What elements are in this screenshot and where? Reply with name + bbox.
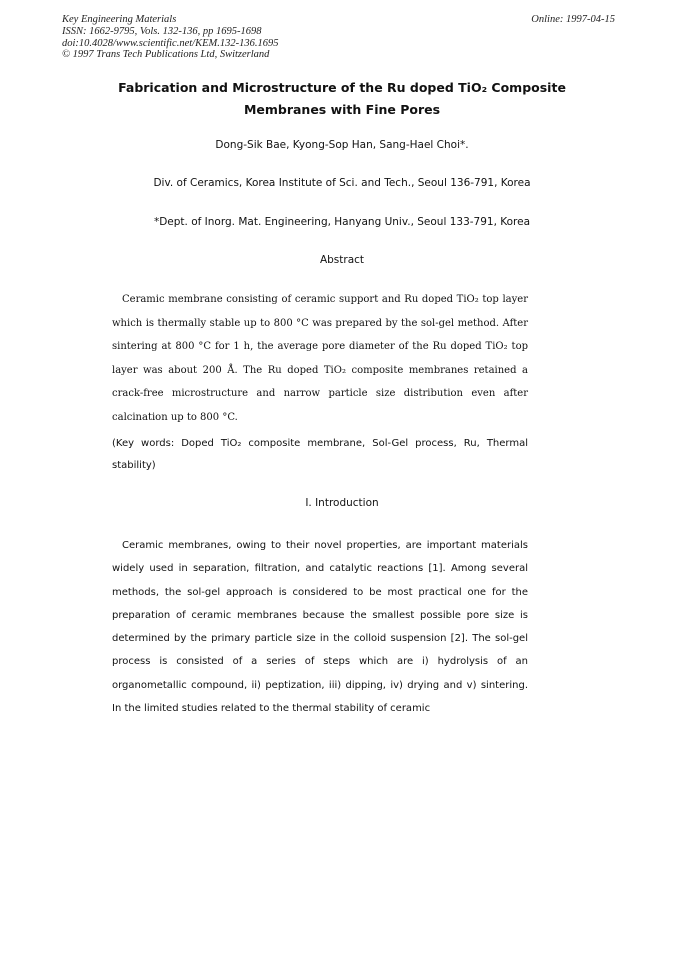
abstract-body — [112, 288, 528, 429]
keywords-text: (Key words: Doped TiO₂ composite membrane, Sol-Gel process, Ru, Thermal stability) — [112, 438, 528, 471]
keywords-block — [112, 433, 528, 477]
introduction-body — [112, 534, 528, 720]
online-date: Online: 1997-04-15 — [531, 14, 615, 25]
paper-title — [62, 77, 622, 121]
introduction-paragraph: Ceramic membranes, owing to their novel properties, are important materials widely used in separation, filtration, and catalytic reactions [1]. Among several methods, the sol-gel approach is considered to be most practical one for the preparation of ceramic membranes because the smallest possible pore size is determined by the primary particle size in the colloid suspension [2]. The sol-gel process is consisted of a series of steps which are i) hydrolysis of an organometallic compound, ii) peptization, iii) dipping, iv) drying and v) sintering. In the limited studies related to the thermal stability of ceramic — [112, 540, 528, 715]
issn-line: ISSN: 1662-9795, Vols. 132-136, pp 1695-1698 — [62, 25, 262, 37]
journal-name: Key Engineering Materials — [62, 14, 177, 25]
affiliation-2: *Dept. of Inorg. Mat. Engineering, Hanyang Univ., Seoul 133-791, Korea — [153, 216, 531, 228]
doi-line: doi:10.4028/www.scientific.net/KEM.132-136.1695 — [62, 37, 279, 49]
authors: Dong-Sik Bae, Kyong-Sop Han, Sang-Hael Choi*. — [215, 139, 469, 151]
title-line-2: Membranes with Fine Pores — [243, 102, 441, 117]
abstract-heading: Abstract — [319, 254, 365, 266]
affiliation-1: Div. of Ceramics, Korea Institute of Sci. and Tech., Seoul 136-791, Korea — [153, 177, 531, 189]
abstract-paragraph: Ceramic membrane consisting of ceramic support and Ru doped TiO₂ top layer which is thermally stable up to 800 °C was prepared by the sol-gel method. After sintering at 800 °C for 1 h, the average pore diameter of the Ru doped TiO₂ top layer was about 200 Å. The Ru doped TiO₂ composite membranes retained a crack-free microstructure and narrow particle size distribution even after calcination up to 800 °C. — [112, 294, 528, 423]
copyright-line: © 1997 Trans Tech Publications Ltd, Switzerland — [62, 49, 270, 61]
publication-header — [62, 14, 279, 61]
title-line-1: Fabrication and Microstructure of the Ru doped TiO₂ Composite — [118, 80, 566, 95]
introduction-heading: I. Introduction — [305, 497, 379, 509]
